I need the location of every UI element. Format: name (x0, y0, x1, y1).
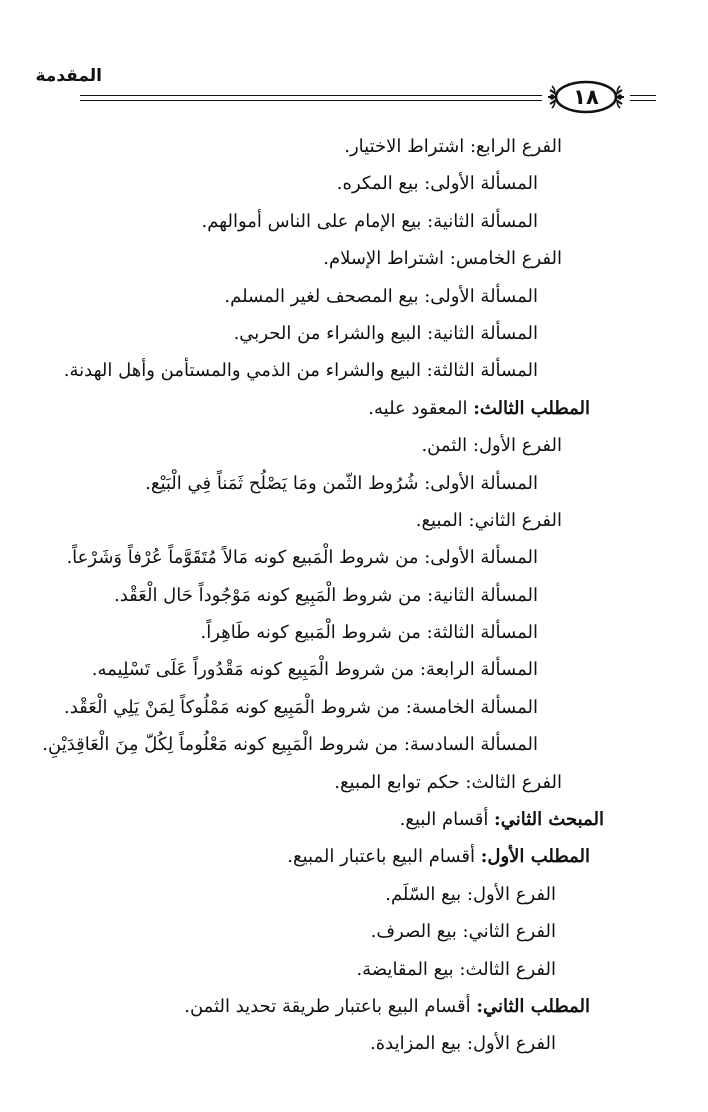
toc-line-heading: المسألة الثانية: (427, 322, 538, 344)
toc-line-heading: المسألة السادسة: (403, 734, 538, 756)
toc-line (0, 315, 708, 352)
toc-line-text: المعقود عليه. (368, 397, 474, 419)
toc-line (0, 465, 708, 502)
toc-line-text: حكم توابع المبيع. (334, 771, 466, 793)
toc-line-text: من شروط الْمَبِيع كونه مَعْلُوماً لِكُلّ مِنَ الْعَاقِدَيْنِ. (42, 734, 404, 756)
toc-line (0, 614, 708, 651)
toc-line-heading: المطلب الثاني: (476, 995, 590, 1017)
toc-line (0, 352, 708, 389)
toc-line-text: البيع والشراء من الذمي والمستأمن وأهل الهدنة. (63, 360, 427, 382)
toc-line-heading: الفرع الأول: (466, 1033, 556, 1055)
toc-line (0, 577, 708, 614)
toc-line-heading: الفرع الثالث: (459, 958, 556, 980)
toc-line-heading: المطلب الأول: (480, 846, 590, 868)
toc-line (0, 988, 708, 1025)
toc-line-heading: الفرع الثاني: (462, 921, 556, 943)
toc-line-text: المبيع. (415, 509, 469, 531)
toc-line (0, 913, 708, 950)
toc-line-text: أقسام البيع باعتبار المبيع. (287, 846, 481, 868)
toc-line (0, 390, 708, 427)
toc-line-text: بيع المكره. (336, 173, 425, 195)
toc-line-heading: الفرع الخامس: (449, 248, 562, 270)
toc-line-text: من شروط الْمَبِيع كونه مَمْلُوكاً لِمَنْ يَلِي الْعَقْد. (64, 696, 406, 718)
toc-line-text: من شروط الْمَبِيع كونه مَوْجُوداً حَال الْعَقْد. (114, 584, 428, 606)
header-rule-left-top (80, 95, 542, 96)
toc-line (0, 1025, 708, 1062)
toc-line (0, 128, 708, 165)
header-rule-left-bottom (80, 100, 542, 101)
header-rule-right-top (630, 95, 656, 96)
toc-line-text: البيع والشراء من الحربي. (233, 322, 428, 344)
toc-line-heading: المسألة الأولى: (424, 173, 538, 195)
toc-line (0, 764, 708, 801)
toc-line-text: الثمن. (421, 435, 473, 457)
toc-line (0, 278, 708, 315)
page-number-badge (546, 78, 626, 116)
toc-line-heading: المسألة الخامسة: (405, 696, 538, 718)
toc-line-heading: الفرع الثاني: (468, 509, 562, 531)
toc-line-text: بيع المقايضة. (356, 958, 460, 980)
toc-line (0, 951, 708, 988)
toc-line-heading: المبحث الثاني: (494, 809, 604, 831)
toc-line (0, 502, 708, 539)
toc-line-heading: الفرع الأول: (466, 883, 556, 905)
toc-line-heading: الفرع الأول: (472, 435, 562, 457)
toc-line (0, 726, 708, 763)
toc-line (0, 876, 708, 913)
toc-line-heading: المسألة الثالثة: (426, 622, 538, 644)
toc-line-text: من شروط الْمَبيع كونه طَاهِراً. (200, 622, 427, 644)
toc-line (0, 539, 708, 576)
page-number: ١٨ (573, 85, 599, 109)
toc-line-heading: الفرع الثالث: (465, 771, 562, 793)
toc-line-text: من شروط الْمَبِيع كونه مَقْدُوراً عَلَى تَسْلِيمه. (91, 659, 420, 681)
running-title: المقدمة (35, 66, 102, 86)
toc-line-heading: المسألة الثالثة: (426, 360, 538, 382)
toc-line-text: أقسام البيع. (399, 809, 495, 831)
toc-line (0, 165, 708, 202)
toc-line-text: شُرُوط الثّمن ومَا يَصْلُح ثَمَناً فِي الْبَيْع. (145, 472, 425, 494)
toc-line-text: اشتراط الاختيار. (344, 136, 470, 157)
page-header (0, 0, 708, 130)
toc-line-heading: المسألة الرابعة: (419, 659, 538, 681)
toc-line-text: اشتراط الإسلام. (323, 248, 450, 270)
toc-line (0, 427, 708, 464)
toc-line-heading: الفرع الرابع: (469, 136, 562, 157)
toc-line-text: بيع السّلَم. (385, 883, 467, 905)
toc-line-heading: المسألة الأولى: (424, 547, 538, 569)
toc-line (0, 689, 708, 726)
toc-line-heading: المسألة الأولى: (424, 285, 538, 307)
toc-line (0, 203, 708, 240)
toc-line (0, 240, 708, 277)
toc-line-heading: المطلب الثالث: (473, 397, 590, 419)
header-rule-right-bottom (630, 100, 656, 101)
toc-line-heading: المسألة الثانية: (427, 584, 538, 606)
toc-line-text: بيع المزايدة. (370, 1033, 467, 1055)
toc-line-text: أقسام البيع باعتبار طريقة تحديد الثمن. (184, 995, 477, 1017)
toc-line (0, 651, 708, 688)
toc-line (0, 801, 708, 838)
toc-line-text: من شروط الْمَبيع كونه مَالاً مُتَقَوَّماً عُرْفاً وَشَرْعاً. (66, 547, 425, 569)
toc-line-heading: المسألة الثانية: (427, 210, 538, 232)
toc-line (0, 838, 708, 875)
table-of-contents (0, 128, 708, 1063)
toc-line-heading: المسألة الأولى: (424, 472, 538, 494)
toc-line-text: بيع الصرف. (370, 921, 463, 943)
toc-line-text: بيع الإمام على الناس أموالهم. (201, 210, 428, 232)
toc-line-text: بيع المصحف لغير المسلم. (224, 285, 425, 307)
